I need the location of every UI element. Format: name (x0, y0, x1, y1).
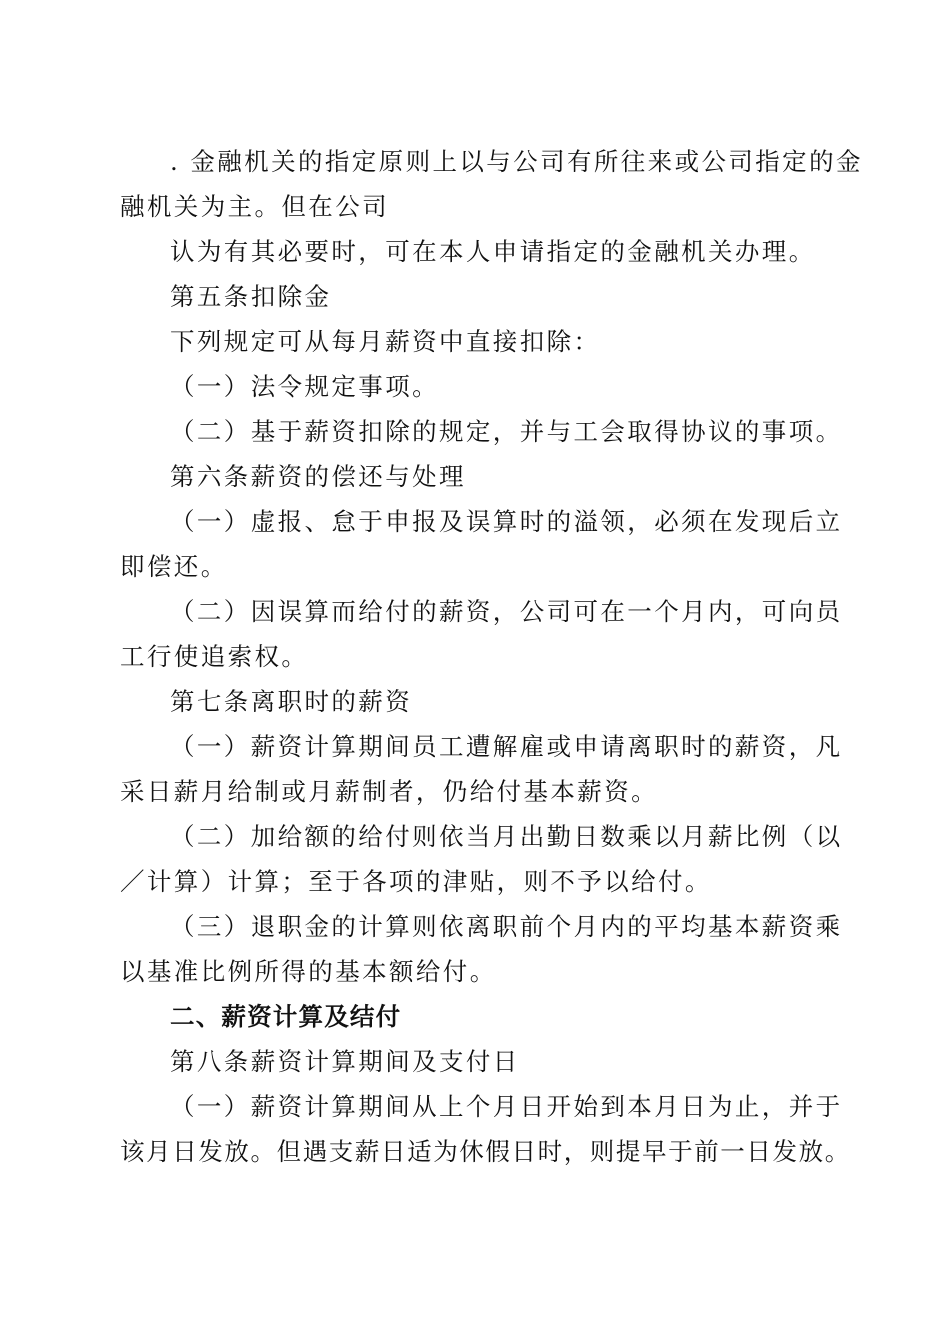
list-item: （三）退职金的计算则依离职前个月内的平均基本薪资乘 (170, 912, 843, 941)
list-item: （一）薪资计算期间员工遭解雇或申请离职时的薪资，凡 (170, 732, 843, 761)
text-line: 下列规定可从每月薪资中直接扣除： (170, 327, 601, 356)
text-line: 该月日发放。但遇支薪日适为休假日时，则提早于前一日发放。 (120, 1137, 851, 1166)
text-line: 工行使追索权。 (120, 642, 309, 671)
section-heading: 第五条扣除金 (170, 282, 332, 311)
text-line: 融机关为主。但在公司 (120, 192, 389, 221)
list-item: （二）因误算而给付的薪资，公司可在一个月内，可向员 (170, 597, 843, 626)
chapter-heading: 二、薪资计算及结付 (170, 1002, 402, 1031)
list-item: （一）虚报、怠于申报及误算时的溢领，必须在发现后立 (170, 507, 843, 536)
section-heading: 第七条离职时的薪资 (170, 687, 413, 716)
list-item: （一）薪资计算期间从上个月日开始到本月日为止，并于 (170, 1092, 843, 1121)
text-line: 采日薪月给制或月薪制者，仍给付基本薪资。 (120, 777, 658, 806)
text-line: ／计算）计算；至于各项的津贴，则不予以给付。 (120, 867, 712, 896)
list-item: （一）法令规定事项。 (170, 372, 439, 401)
text-line: 以基准比例所得的基本额给付。 (120, 957, 497, 986)
list-item: （二）基于薪资扣除的规定，并与工会取得协议的事项。 (170, 417, 843, 446)
text-line: 认为有其必要时，可在本人申请指定的金融机关办理。 (170, 237, 816, 266)
list-item: （二）加给额的给付则依当月出勤日数乘以月薪比例（以 (170, 822, 843, 851)
section-heading: 第八条薪资计算期间及支付日 (170, 1047, 520, 1076)
section-heading: 第六条薪资的偿还与处理 (170, 462, 466, 491)
text-line: . 金融机关的指定原则上以与公司有所往来或公司指定的金 (170, 147, 863, 176)
text-line: 即偿还。 (120, 552, 228, 581)
